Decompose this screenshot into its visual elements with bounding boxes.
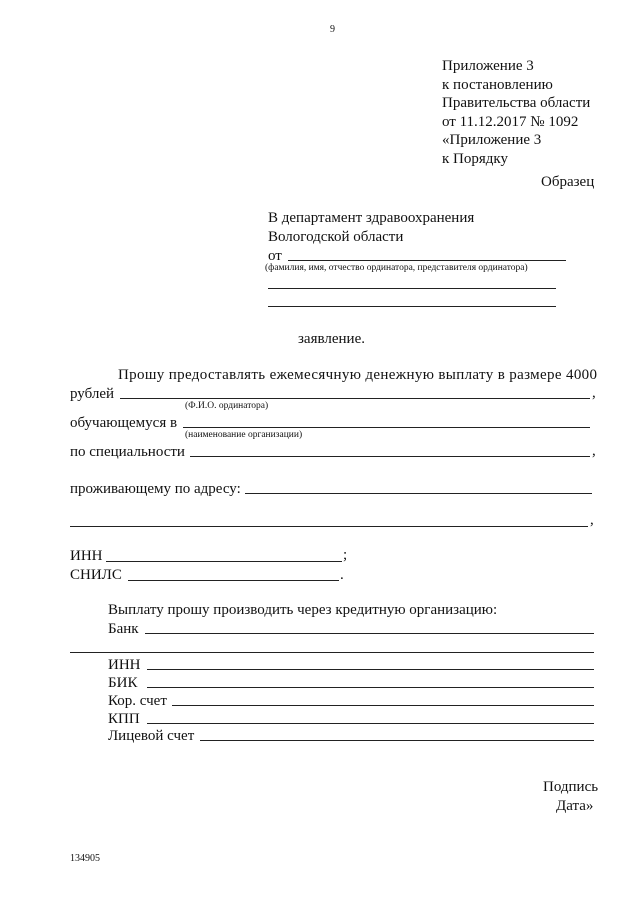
personal-account-label: Лицевой счет bbox=[108, 728, 195, 744]
from-label: от bbox=[268, 248, 282, 264]
date-label: Дата» bbox=[556, 798, 594, 814]
inn-label: ИНН bbox=[70, 548, 103, 564]
signature-label: Подпись bbox=[543, 779, 599, 795]
address-comma: , bbox=[590, 512, 594, 528]
bank-inn-field-line[interactable] bbox=[147, 669, 594, 670]
payment-intro: Выплату прошу производить через кредитную организацию: bbox=[108, 602, 498, 618]
kor-account-field-line[interactable] bbox=[172, 705, 594, 706]
bank-field-line-2[interactable] bbox=[70, 652, 594, 653]
kpp-field-line[interactable] bbox=[147, 723, 594, 724]
address-field-line-2[interactable] bbox=[70, 526, 588, 527]
address-label: проживающему по адресу: bbox=[70, 481, 241, 497]
footer-code: 134905 bbox=[70, 853, 100, 864]
annex-line-2: к постановлению bbox=[442, 76, 553, 93]
specialty-field-line[interactable] bbox=[190, 456, 590, 457]
inn-field-line[interactable] bbox=[106, 561, 342, 562]
document-title: заявление. bbox=[298, 331, 365, 347]
from-field-line-2[interactable] bbox=[268, 288, 556, 289]
organization-hint: (наименование организации) bbox=[185, 430, 303, 440]
kor-account-label: Кор. счет bbox=[108, 693, 167, 709]
snils-period: . bbox=[340, 567, 344, 583]
from-hint: (фамилия, имя, отчество ординатора, представителя ординатора) bbox=[265, 263, 528, 273]
address-field-line[interactable] bbox=[245, 493, 592, 494]
sample-label: Образец bbox=[541, 174, 595, 190]
specialty-label: по специальности bbox=[70, 444, 185, 460]
personal-account-field-line[interactable] bbox=[200, 740, 594, 741]
annex-line-1: Приложение 3 bbox=[442, 58, 534, 74]
fio-field-line[interactable] bbox=[120, 398, 590, 399]
annex-line-5: «Приложение 3 bbox=[442, 132, 542, 148]
fio-hint: (Ф.И.О. ординатора) bbox=[185, 401, 269, 411]
bank-inn-label: ИНН bbox=[108, 657, 141, 673]
addressee-line-2: Вологодской области bbox=[268, 229, 404, 245]
annex-block bbox=[442, 57, 590, 168]
rubles-comma: , bbox=[592, 385, 596, 401]
snils-field-line[interactable] bbox=[128, 580, 339, 581]
annex-line-4: от 11.12.2017 № 1092 bbox=[442, 113, 579, 130]
specialty-comma: , bbox=[592, 443, 596, 459]
organization-field-line[interactable] bbox=[183, 427, 590, 428]
annex-line-6: к Порядку bbox=[442, 150, 508, 167]
snils-label: СНИЛС bbox=[70, 567, 122, 583]
page-number: 9 bbox=[330, 24, 335, 35]
bank-field-line[interactable] bbox=[145, 633, 594, 634]
annex-line-3: Правительства области bbox=[442, 95, 591, 111]
addressee-line-1: В департамент здравоохранения bbox=[268, 210, 475, 226]
bank-label: Банк bbox=[108, 621, 139, 637]
inn-semicolon: ; bbox=[343, 547, 348, 563]
studying-label: обучающемуся в bbox=[70, 415, 178, 431]
from-field-line[interactable] bbox=[288, 260, 566, 261]
bik-label: БИК bbox=[108, 675, 138, 691]
bik-field-line[interactable] bbox=[147, 687, 594, 688]
from-field-line-3[interactable] bbox=[268, 306, 556, 307]
rubles-label: рублей bbox=[70, 386, 115, 402]
kpp-label: КПП bbox=[108, 711, 140, 727]
request-text: Прошу предоставлять ежемесячную денежную выплату в размере 4000 bbox=[118, 367, 598, 383]
